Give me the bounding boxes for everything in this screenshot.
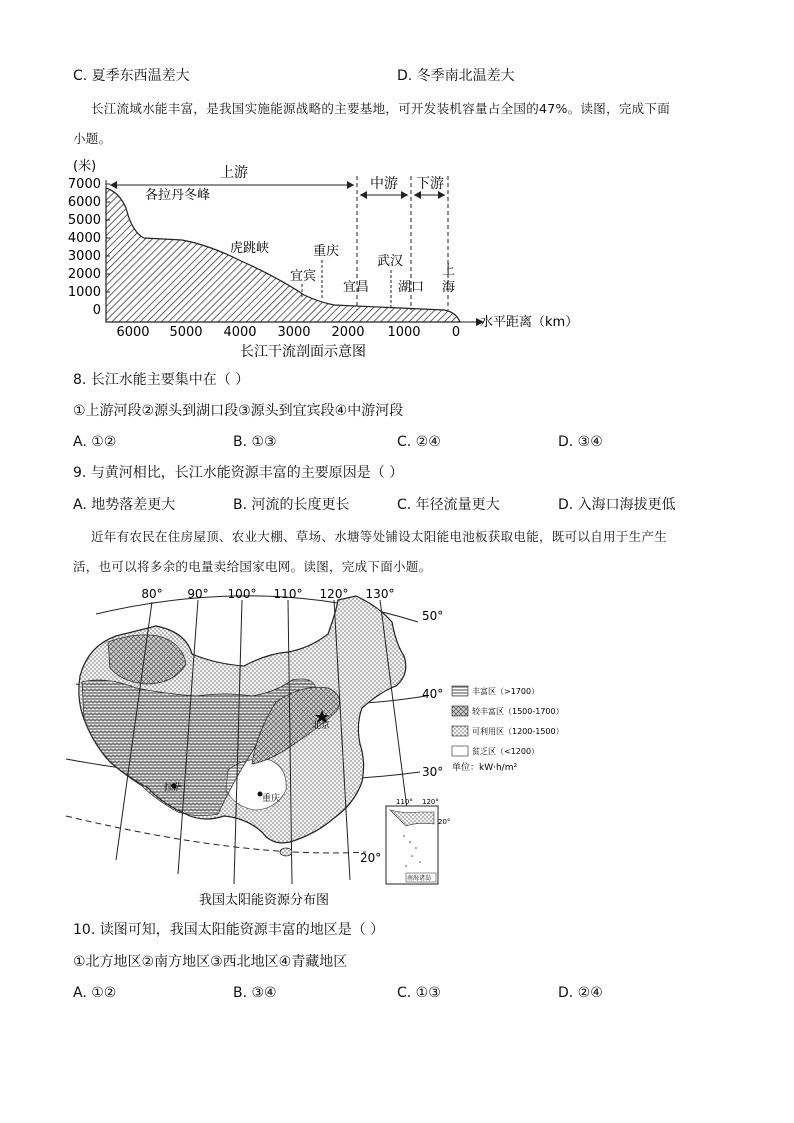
upper-reach-label: 上游	[220, 165, 248, 181]
legend-label: 可利用区（1200-1500）	[472, 727, 564, 736]
profile-caption: 长江干流剖面示意图	[240, 344, 366, 360]
inset-label: 南海诸岛	[407, 875, 432, 882]
longitude-label: 130°	[365, 587, 395, 601]
place-hukou: 湖口	[398, 280, 425, 295]
x-tick: 2000	[331, 325, 365, 340]
longitude-label: 110°	[273, 587, 303, 601]
place-shanghai: 海	[442, 280, 456, 295]
place-chongqing: 重庆	[313, 244, 340, 259]
option-d: D. ②④	[558, 985, 603, 1001]
latitude-label: 40°	[422, 687, 444, 701]
longitude-label: 80°	[141, 587, 163, 601]
place-shanghai: 上	[442, 263, 456, 278]
y-tick: 4000	[67, 231, 101, 246]
inset-longitude-label: 120°	[422, 798, 439, 806]
option-b: B. ①③	[233, 434, 277, 450]
y-tick: 7000	[67, 177, 101, 192]
x-tick: 0	[451, 325, 461, 340]
option-b: B. ③④	[233, 985, 277, 1001]
lower-reach-label: 下游	[416, 176, 444, 192]
legend-unit: 单位：kW·h/m²	[452, 763, 518, 773]
option-c: C. ①③	[397, 985, 441, 1001]
inset-latitude-label: 20°	[438, 818, 451, 826]
x-tick: 5000	[169, 325, 203, 340]
x-tick: 4000	[223, 325, 257, 340]
y-tick: 5000	[67, 213, 101, 228]
option-a: A. ①②	[73, 985, 117, 1001]
latitude-label: 30°	[422, 765, 444, 779]
place-source: 各拉丹冬峰	[145, 188, 211, 203]
latitude-label: 50°	[422, 609, 444, 623]
option-d: D. 入海口海拔更低	[558, 497, 676, 513]
option-d: D. 冬季南北温差大	[397, 68, 515, 84]
place-hutiaoxia: 虎跳峡	[230, 241, 270, 256]
yangtze-profile-figure	[64, 150, 594, 362]
option-c: C. 夏季东西温差大	[73, 68, 190, 84]
south-china-sea-inset	[386, 798, 450, 884]
y-axis-unit: (米)	[73, 159, 97, 174]
intro-paragraph-line: 近年有农民在住房屋顶、农业大棚、草场、水塘等处铺设太阳能电池板获取电能，既可以自用于生产生	[91, 529, 668, 544]
place-yibin: 宜宾	[290, 269, 317, 284]
x-tick: 6000	[116, 325, 150, 340]
place-yichang: 宜昌	[343, 280, 370, 295]
y-tick: 6000	[67, 195, 101, 210]
intro-paragraph-line: 长江流域水能丰富，是我国实施能源战略的主要基地，可开发装机容量占全国的47%。读图，完成下面	[91, 101, 671, 116]
longitude-label: 100°	[227, 587, 257, 601]
solar-resource-map	[66, 584, 564, 910]
city-lhasa: 拉萨	[164, 783, 183, 793]
question-10-items: ①北方地区②南方地区③西北地区④青藏地区	[73, 954, 348, 970]
option-c: C. 年径流量更大	[397, 497, 500, 513]
option-a: A. 地势落差更大	[73, 497, 176, 513]
option-c: C. ②④	[397, 434, 441, 450]
latitude-label: 20°	[360, 851, 382, 865]
hainan-island	[280, 848, 292, 856]
question-8-stem: 8. 长江水能主要集中在（ ）	[73, 372, 250, 388]
option-d: D. ③④	[558, 434, 603, 450]
question-9-stem: 9. 与黄河相比，长江水能资源丰富的主要原因是（ ）	[73, 465, 404, 481]
river-profile-area	[106, 188, 460, 322]
question-8-items: ①上游河段②源头到湖口段③源头到宜宾段④中游河段	[73, 403, 404, 419]
intro-paragraph-line: 活，也可以将多余的电量卖给国家电网。读图，完成下面小题。	[73, 559, 432, 574]
intro-paragraph-line: 小题。	[73, 131, 112, 146]
city-chongqing: 重庆	[262, 794, 281, 804]
city-beijing: 北京	[312, 721, 331, 731]
option-b: B. 河流的长度更长	[233, 497, 350, 513]
place-wuhan: 武汉	[377, 254, 404, 269]
y-tick: 3000	[67, 249, 101, 264]
legend-label: 较丰富区（1500-1700）	[472, 707, 564, 716]
y-tick: 2000	[67, 267, 101, 282]
longitude-label: 90°	[187, 587, 209, 601]
y-tick: 1000	[67, 285, 101, 300]
x-axis-label: 水平距离（km）	[480, 315, 579, 330]
inset-longitude-label: 110°	[396, 798, 413, 806]
map-legend	[452, 686, 564, 773]
x-tick: 3000	[277, 325, 311, 340]
legend-label: 丰富区（>1700）	[472, 687, 540, 696]
map-caption: 我国太阳能资源分布图	[198, 893, 330, 908]
y-tick: 0	[92, 303, 101, 318]
question-10-stem: 10. 读图可知，我国太阳能资源丰富的地区是（ ）	[73, 922, 385, 938]
longitude-label: 120°	[319, 587, 349, 601]
legend-label: 贫乏区（<1200）	[472, 747, 540, 756]
option-a: A. ①②	[73, 434, 117, 450]
middle-reach-label: 中游	[370, 176, 398, 192]
x-tick: 1000	[387, 325, 421, 340]
